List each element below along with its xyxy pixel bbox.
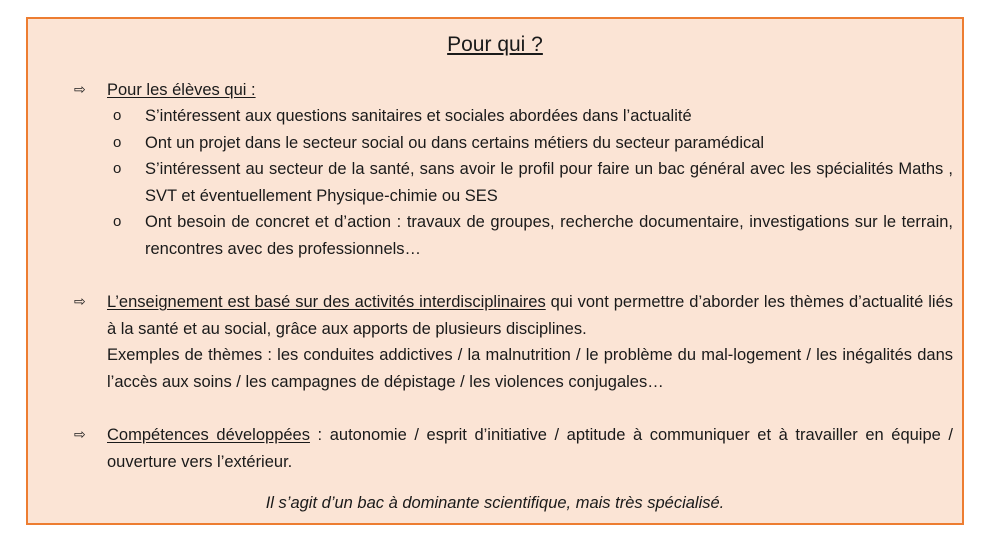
arrow-icon: ⇨ [74,427,86,443]
bullet-marker: o [113,160,122,177]
arrow-icon: ⇨ [74,294,86,310]
examples-paragraph: Exemples de thèmes : les conduites addictives / la malnutrition / le problème du mal-logement / les inégalités dans l’accès aux soins / les campagnes de dépistage / les violences conjugales… [107,346,953,391]
bullet-marker: o [113,213,122,230]
section-lead-rest: qui vont permettre d’aborder les thèmes d’actualité liés à la santé et au social, grâce aux apports de plusieurs disciplines. [107,293,953,338]
footer-note: Il s’agit d’un bac à dominante scientifique, mais très spécialisé. [265,494,725,512]
list-item: Ont un projet dans le secteur social ou dans certains métiers du secteur paramédical [145,134,765,152]
bullet-marker: o [113,134,122,151]
list-item: Ont besoin de concret et d’action : travaux de groupes, recherche documentaire, investigations sur le terrain, rencontres avec des professionnels… [145,213,953,258]
info-box [26,17,964,525]
section-competences [107,422,953,475]
section-lead-underlined: Compétences développées [107,426,310,444]
section-heading-pour-les-eleves [107,77,953,104]
list-item: S’intéressent au secteur de la santé, sans avoir le profil pour faire un bac général avec les spécialités Maths , SVT et éventuellement Physique-chimie ou SES [145,160,953,205]
section-enseignement [107,289,953,342]
section-heading-text: Pour les élèves qui : [107,81,256,99]
page-title: Pour qui ? [447,33,543,56]
list-item: S’intéressent aux questions sanitaires et sociales abordées dans l’actualité [145,107,692,125]
arrow-icon: ⇨ [74,82,86,98]
bullet-marker: o [113,107,122,124]
section-lead-underlined: L’enseignement est basé sur des activités interdisciplinaires [107,293,546,311]
section-lead-rest: : autonomie / esprit d’initiative / aptitude à communiquer et à travailler en équipe / ouverture vers l’extérieur. [107,426,953,471]
